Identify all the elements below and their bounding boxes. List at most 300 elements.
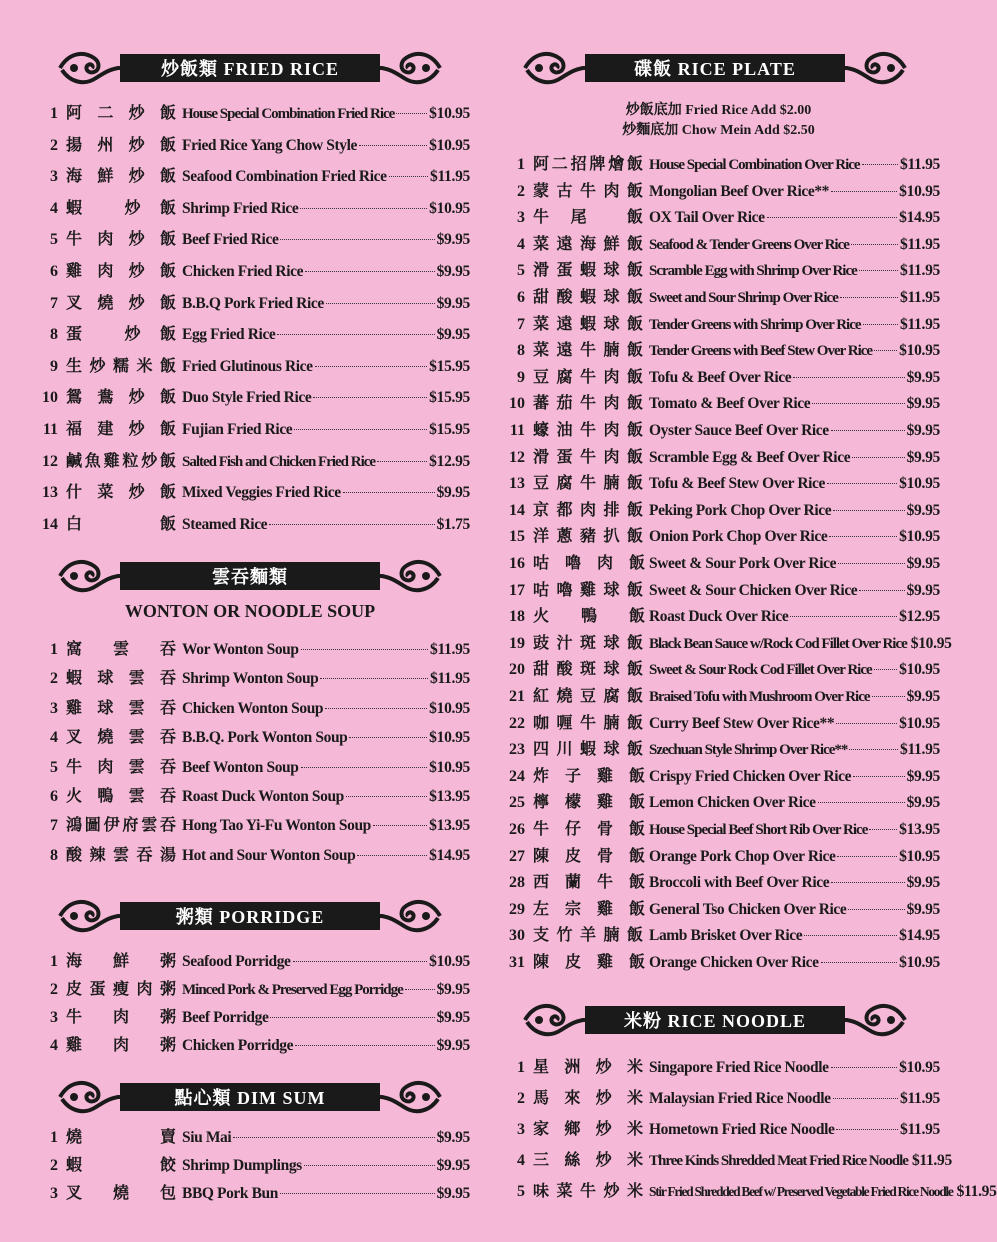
item-price: $13.95: [899, 821, 940, 838]
dot-leader: [280, 239, 434, 240]
dot-leader: [277, 334, 434, 335]
item-english-name: B.B.Q Pork Fried Rice: [182, 294, 324, 312]
item-price: $10.95: [429, 729, 470, 747]
item-english-name: Broccoli with Beef Over Rice: [649, 874, 830, 892]
item-price: $15.95: [429, 421, 470, 438]
item-chinese-name: 菜 遠 蝦 球 飯: [533, 313, 643, 333]
item-price: $10.95: [899, 182, 940, 200]
dot-leader: [326, 303, 435, 304]
item-price: $14.95: [899, 927, 940, 945]
item-number: 1: [517, 156, 525, 173]
item-english-name: Lamb Brisket Over Rice: [649, 927, 803, 945]
item-number: 7: [50, 817, 58, 835]
item-number: 12: [42, 452, 58, 470]
menu-item: [30, 416, 470, 442]
item-english-name: House Special Combination Over Rice: [649, 157, 860, 173]
item-english-name: Scramble Egg with Shrimp Over Rice: [649, 263, 857, 280]
item-number: 7: [50, 294, 58, 312]
item-price: $10.95: [429, 105, 470, 122]
dot-leader: [821, 962, 898, 963]
menu-item: [30, 812, 470, 838]
item-chinese-name: 阿 二 炒 飯: [66, 103, 176, 122]
item-chinese-name: 左 宗 雞 飯: [533, 898, 646, 918]
item-chinese-name: 牛 尾 飯: [533, 207, 643, 227]
item-chinese-name: 馬 來 炒 米: [533, 1088, 643, 1107]
menu-item: [497, 656, 940, 682]
item-price: $9.95: [436, 1037, 470, 1054]
item-price: $10.95: [899, 954, 940, 971]
menu-item: [30, 724, 470, 750]
dot-leader: [852, 457, 904, 458]
item-chinese-name: 豆 腐 牛 腩 飯: [533, 473, 643, 493]
item-english-name: Orange Chicken Over Rice: [649, 954, 819, 971]
dot-leader: [874, 669, 898, 670]
dot-leader: [848, 909, 904, 910]
item-chinese-name: 生炒糯米飯: [66, 355, 176, 375]
dot-leader: [862, 164, 898, 165]
rice-plate-title: 碟飯 RICE PLATE: [634, 59, 796, 79]
item-number: 28: [509, 874, 525, 892]
dot-leader: [812, 403, 904, 404]
menu-item: [497, 550, 940, 576]
item-chinese-name: 什 菜 炒 飯: [66, 482, 176, 502]
item-chinese-name: 洋 蔥 豬 扒 飯: [533, 526, 643, 546]
item-price: $9.95: [436, 1157, 470, 1174]
dot-leader: [863, 324, 898, 325]
item-number: 4: [50, 729, 58, 747]
dot-leader: [300, 208, 427, 209]
item-english-name: Oyster Sauce Beef Over Rice: [649, 422, 829, 439]
dot-leader: [767, 217, 898, 218]
item-number: 9: [517, 368, 525, 386]
menu-item: [30, 1004, 470, 1030]
item-number: 16: [509, 555, 525, 572]
item-chinese-name: 甜 酸 斑 球 飯: [533, 659, 643, 679]
item-price: $10.95: [899, 528, 940, 546]
item-number: 4: [50, 199, 58, 217]
item-chinese-name: 蛋 炒 飯: [66, 324, 176, 344]
item-number: 14: [509, 501, 525, 519]
item-price: $9.95: [436, 231, 470, 249]
wonton-subtitle: WONTON OR NOODLE SOUP: [124, 601, 376, 621]
menu-item: [30, 195, 470, 221]
item-english-name: House Special Combination Fried Rice: [182, 106, 395, 122]
item-english-name: Hong Tao Yi-Fu Wonton Soup: [182, 817, 371, 835]
dot-leader: [305, 271, 435, 272]
item-chinese-name: 皮蛋瘦肉粥: [66, 979, 176, 998]
item-number: 17: [509, 581, 525, 599]
item-chinese-name: 京 都 肉 排 飯: [533, 499, 643, 519]
item-number: 3: [50, 1185, 58, 1202]
item-chinese-name: 味菜牛炒米: [533, 1181, 643, 1200]
item-number: 19: [509, 634, 525, 652]
menu-item: [497, 789, 940, 815]
item-chinese-name: 揚 州 炒 飯: [66, 134, 176, 154]
item-price: $14.95: [429, 846, 470, 864]
porridge-banner: [60, 896, 440, 936]
menu-item: [497, 178, 940, 204]
dot-leader: [869, 829, 897, 830]
item-price: $9.95: [436, 294, 470, 312]
item-english-name: Shrimp Fried Rice: [182, 199, 299, 217]
item-chinese-name: 牛 肉 粥: [66, 1007, 176, 1026]
dot-leader: [851, 244, 898, 245]
item-english-name: OX Tail Over Rice: [649, 209, 765, 227]
menu-item: [497, 257, 940, 283]
item-number: 1: [50, 953, 58, 970]
item-number: 25: [509, 794, 525, 812]
item-price: $11.95: [911, 1152, 952, 1169]
menu-item: [30, 511, 470, 537]
item-price: $11.95: [900, 156, 940, 173]
item-number: 4: [50, 1037, 58, 1054]
dot-leader: [849, 749, 898, 750]
item-price: $9.95: [906, 767, 940, 785]
item-number: 1: [50, 641, 58, 658]
dot-leader: [836, 723, 897, 724]
item-number: 13: [42, 484, 58, 502]
item-number: 7: [517, 315, 525, 333]
item-english-name: Sweet & Sour Chicken Over Rice: [649, 581, 858, 599]
item-english-name: Sweet & Sour Pork Over Rice: [649, 555, 837, 572]
item-number: 15: [509, 528, 525, 546]
item-number: 2: [50, 136, 58, 154]
dot-leader: [377, 461, 427, 462]
dot-leader: [831, 191, 897, 192]
item-number: 2: [50, 981, 58, 998]
item-english-name: Stir Fried Shredded Beef w/ Preserved Vegetable Fried Rice Noodle: [649, 1184, 953, 1199]
item-chinese-name: 蝦 球 雲 吞: [66, 668, 176, 688]
item-english-name: Beef Porridge: [182, 1009, 269, 1026]
item-price: $15.95: [429, 357, 470, 375]
item-chinese-name: 咕 嚕 肉 飯: [533, 553, 646, 572]
item-price: $11.95: [900, 1121, 940, 1138]
item-number: 8: [50, 326, 58, 344]
item-price: $9.95: [436, 1129, 470, 1146]
menu-item: [497, 497, 940, 523]
item-chinese-name: 鴻圖伊府雲吞: [66, 815, 176, 835]
item-price: $10.95: [429, 199, 470, 217]
dot-leader: [790, 616, 897, 617]
item-number: 14: [42, 515, 58, 533]
wonton-banner: [60, 556, 440, 596]
dot-leader: [405, 989, 435, 990]
item-price: $9.95: [906, 422, 940, 439]
item-number: 5: [50, 758, 58, 776]
menu-item: [497, 922, 940, 948]
dot-leader: [804, 935, 897, 936]
menu-item: [497, 736, 940, 762]
item-chinese-name: 炸 子 雞 飯: [533, 765, 646, 785]
menu-item: [497, 523, 940, 549]
item-chinese-name: 星 洲 炒 米: [533, 1057, 643, 1076]
item-price: $10.95: [899, 342, 940, 360]
item-english-name: House Special Beef Short Rib Over Rice: [649, 822, 868, 838]
menu-item: [30, 636, 470, 662]
item-price: $15.95: [429, 389, 470, 407]
item-english-name: Singapore Fried Rice Noodle: [649, 1059, 829, 1076]
item-chinese-name: 海 鮮 炒 飯: [66, 166, 176, 186]
item-english-name: Egg Fried Rice: [182, 326, 276, 344]
menu-item: [30, 132, 470, 158]
item-price: $11.95: [900, 1090, 940, 1107]
menu-item: [497, 763, 940, 789]
menu-item: [497, 1116, 940, 1142]
dot-leader: [349, 737, 427, 738]
wonton-title: 雲吞麵類: [212, 567, 288, 587]
item-english-name: Szechuan Style Shrimp Over Rice**: [649, 742, 848, 759]
fried-rice-title: 炒飯類 FRIED RICE: [160, 59, 339, 79]
porridge-title: 粥類 PORRIDGE: [175, 907, 325, 927]
item-number: 31: [509, 954, 525, 971]
dot-leader: [293, 961, 428, 962]
menu-item: [30, 448, 470, 474]
dot-leader: [853, 776, 905, 777]
menu-item: [30, 1152, 470, 1178]
item-number: 11: [42, 421, 58, 438]
menu-item: [497, 816, 940, 842]
item-price: $9.95: [906, 874, 940, 892]
item-number: 12: [509, 448, 525, 466]
item-chinese-name: 海 鮮 粥: [66, 951, 176, 970]
item-english-name: Fried Rice Yang Chow Style: [182, 136, 358, 154]
item-number: 4: [517, 1152, 525, 1169]
item-chinese-name: 蕃 茄 牛 肉 飯: [533, 393, 643, 413]
menu-item: [497, 390, 940, 416]
item-english-name: Roast Duck Wonton Soup: [182, 788, 344, 805]
item-chinese-name: 雞 肉 粥: [66, 1035, 176, 1054]
item-english-name: Steamed Rice: [182, 515, 268, 533]
item-number: 3: [50, 699, 58, 717]
dot-leader: [270, 1017, 434, 1018]
item-chinese-name: 牛 仔 骨 飯: [533, 819, 646, 838]
item-number: 3: [517, 209, 525, 227]
item-chinese-name: 四 川 蝦 球 飯: [533, 739, 643, 759]
dot-leader: [233, 1137, 434, 1138]
item-english-name: Salted Fish and Chicken Fried Rice: [182, 453, 376, 470]
menu-item: [497, 949, 940, 975]
item-price: $9.95: [436, 1009, 470, 1026]
item-chinese-name: 菜 遠 牛 腩 飯: [533, 340, 643, 360]
item-chinese-name: 牛 肉 炒 飯: [66, 229, 176, 249]
menu-item: [497, 1085, 940, 1111]
item-english-name: Malaysian Fried Rice Noodle: [649, 1090, 831, 1107]
menu-item: [497, 896, 940, 922]
item-english-name: Fried Glutinous Rice: [182, 357, 313, 375]
item-price: $11.95: [430, 641, 470, 658]
item-price: $9.95: [436, 263, 470, 280]
item-price: $9.95: [906, 555, 940, 572]
dot-leader: [301, 649, 428, 650]
dim-sum-title: 點心類 DIM SUM: [174, 1088, 326, 1108]
item-price: $9.95: [436, 484, 470, 502]
item-price: $11.95: [900, 315, 940, 333]
dot-leader: [294, 429, 427, 430]
item-price: $10.95: [429, 136, 470, 154]
item-english-name: Duo Style Fried Rice: [182, 389, 312, 407]
item-english-name: Peking Pork Chop Over Rice: [649, 501, 832, 519]
item-chinese-name: 滑 蛋 牛 肉 飯: [533, 446, 643, 466]
item-chinese-name: 甜 酸 蝦 球 飯: [533, 287, 643, 306]
item-english-name: Orange Pork Chop Over Rice: [649, 847, 836, 865]
item-english-name: Hometown Fried Rice Noodle: [649, 1121, 835, 1138]
item-number: 10: [509, 395, 525, 413]
dot-leader: [831, 430, 905, 431]
dot-leader: [343, 492, 435, 493]
item-chinese-name: 滑 蛋 蝦 球 飯: [533, 260, 643, 280]
dot-leader: [872, 696, 905, 697]
menu-item: [497, 683, 940, 709]
item-price: $11.95: [956, 1183, 997, 1200]
dot-leader: [269, 524, 434, 525]
menu-item: [497, 577, 940, 603]
item-number: 13: [509, 475, 525, 493]
item-chinese-name: 鹹魚雞粒炒飯: [66, 450, 176, 470]
menu-item: [30, 783, 470, 809]
item-price: $11.95: [900, 262, 940, 280]
fried-rice-banner: [60, 48, 440, 88]
dot-leader: [280, 1193, 435, 1194]
menu-item: [30, 754, 470, 780]
item-chinese-name: 豆 腐 牛 肉 飯: [533, 366, 643, 386]
item-number: 6: [50, 788, 58, 805]
item-price: $10.95: [429, 699, 470, 717]
item-chinese-name: 支 竹 羊 腩 飯: [533, 925, 643, 945]
item-price: $11.95: [430, 168, 470, 186]
item-chinese-name: 蝦 餃: [66, 1155, 176, 1174]
item-number: 22: [509, 714, 525, 732]
item-chinese-name: 牛 肉 雲 吞: [66, 756, 176, 776]
item-number: 2: [50, 670, 58, 688]
item-price: $10.95: [910, 634, 952, 652]
menu-item: [30, 695, 470, 721]
rice-plate-banner: [525, 48, 905, 88]
item-english-name: Chicken Wonton Soup: [182, 699, 324, 717]
item-chinese-name: 雞 球 雲 吞: [66, 697, 176, 717]
menu-item: [497, 204, 940, 230]
item-chinese-name: 蒙 古 牛 肉 飯: [533, 180, 643, 200]
item-price: $10.95: [899, 1059, 940, 1076]
menu-item: [497, 284, 940, 310]
item-chinese-name: 福 建 炒 飯: [66, 419, 176, 438]
dot-leader: [320, 678, 428, 679]
item-english-name: Tender Greens with Beef Stew Over Rice: [649, 343, 873, 360]
item-chinese-name: 叉 燒 雲 吞: [66, 727, 176, 747]
item-chinese-name: 陳 皮 骨 飯: [533, 845, 646, 865]
menu-item: [30, 290, 470, 316]
item-number: 5: [50, 231, 58, 249]
dot-leader: [373, 825, 427, 826]
item-number: 9: [50, 357, 58, 375]
item-chinese-name: 酸辣雲吞湯: [66, 844, 176, 864]
dot-leader: [793, 377, 904, 378]
item-english-name: Roast Duck Over Rice: [649, 608, 789, 626]
menu-item: [30, 842, 470, 868]
item-price: $10.95: [899, 714, 940, 732]
item-number: 6: [517, 289, 525, 306]
menu-item: [497, 151, 940, 177]
menu-item: [497, 710, 940, 736]
item-chinese-name: 阿二招牌燴飯: [533, 154, 643, 173]
item-english-name: Seafood Combination Fried Rice: [182, 168, 387, 186]
item-price: $11.95: [900, 235, 940, 253]
item-number: 1: [50, 105, 58, 122]
item-price: $11.95: [430, 670, 470, 688]
item-chinese-name: 火 鴨 飯: [533, 606, 646, 626]
item-english-name: Tofu & Beef Over Rice: [649, 368, 792, 386]
item-english-name: Sweet & Sour Rock Cod Fillet Over Rice: [649, 662, 872, 679]
item-english-name: Seafood Porridge: [182, 953, 291, 970]
item-number: 24: [509, 767, 525, 785]
dot-leader: [836, 1129, 898, 1130]
item-english-name: Chicken Porridge: [182, 1037, 294, 1054]
menu-item: [30, 1032, 470, 1058]
item-number: 23: [509, 741, 525, 759]
item-number: 21: [509, 688, 525, 705]
chow-mein-add-note: 炒麵底加 Chow Mein Add $2.50: [622, 123, 815, 138]
item-number: 8: [517, 342, 525, 360]
item-price: $9.95: [906, 448, 940, 466]
menu-item: [30, 1180, 470, 1206]
dot-leader: [833, 1098, 898, 1099]
item-price: $9.95: [906, 501, 940, 519]
menu-item: [497, 1054, 940, 1080]
item-price: $11.95: [900, 289, 940, 306]
item-number: 2: [50, 1157, 58, 1174]
menu-item: [30, 479, 470, 505]
menu-item: [30, 258, 470, 284]
menu-item: [497, 231, 940, 257]
menu-item: [497, 417, 940, 443]
fried-rice-add-note: 炒飯底加 Fried Rice Add $2.00: [625, 103, 812, 118]
item-chinese-name: 雞 肉 炒 飯: [66, 261, 176, 280]
menu-item: [497, 603, 940, 629]
menu-item: [30, 948, 470, 974]
item-english-name: Curry Beef Stew Over Rice**: [649, 714, 835, 732]
item-price: $9.95: [906, 688, 940, 705]
item-english-name: Three Kinds Shredded Meat Fried Rice Noodle: [649, 1153, 908, 1169]
item-english-name: Tomato & Beef Over Rice: [649, 395, 811, 413]
item-english-name: B.B.Q. Pork Wonton Soup: [182, 729, 348, 747]
item-number: 3: [50, 1009, 58, 1026]
item-chinese-name: 西 蘭 牛 飯: [533, 872, 646, 892]
menu-item: [30, 226, 470, 252]
item-price: $9.95: [436, 981, 470, 998]
menu-item: [497, 843, 940, 869]
item-number: 11: [509, 422, 525, 439]
item-price: $9.95: [906, 395, 940, 413]
item-english-name: Mixed Veggies Fried Rice: [182, 484, 341, 502]
item-english-name: Beef Wonton Soup: [182, 758, 299, 776]
item-chinese-name: 三 絲 炒 米: [533, 1150, 643, 1169]
dot-leader: [325, 708, 427, 709]
item-english-name: Braised Tofu with Mushroom Over Rice: [649, 689, 870, 705]
item-number: 2: [517, 1090, 525, 1107]
rice-noodle-banner: [525, 1000, 905, 1040]
item-chinese-name: 燒 賣: [66, 1127, 176, 1146]
dot-leader: [313, 397, 427, 398]
item-number: 2: [517, 182, 525, 200]
dot-leader: [859, 270, 898, 271]
item-chinese-name: 蝦 炒 飯: [66, 197, 176, 217]
item-price: $12.95: [899, 608, 940, 626]
item-number: 5: [517, 262, 525, 280]
item-chinese-name: 窩 雲 吞: [66, 639, 176, 658]
item-english-name: Scramble Egg & Beef Over Rice: [649, 448, 851, 466]
item-english-name: Shrimp Dumplings: [182, 1157, 302, 1174]
item-english-name: Black Bean Sauce w/Rock Cod Fillet Over Rice: [649, 635, 907, 652]
menu-item: [30, 321, 470, 347]
